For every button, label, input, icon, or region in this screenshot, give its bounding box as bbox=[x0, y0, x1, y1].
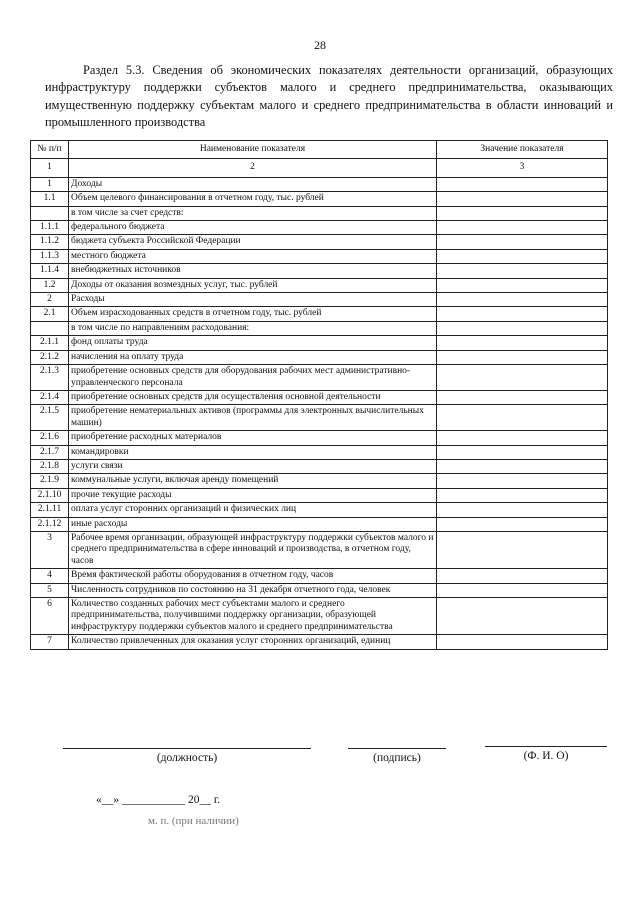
header-number: № п/п bbox=[31, 141, 69, 159]
row-number: 2.1.4 bbox=[31, 390, 69, 404]
row-value bbox=[437, 221, 608, 235]
row-number: 2.1.10 bbox=[31, 488, 69, 502]
table-row bbox=[31, 192, 608, 206]
row-name: внебюджетных источников bbox=[69, 264, 437, 278]
column-number-3: 3 bbox=[437, 159, 608, 177]
table-row bbox=[31, 235, 608, 249]
row-number: 6 bbox=[31, 598, 69, 635]
row-name: Объем целевого финансирования в отчетном году, тыс. рублей bbox=[69, 192, 437, 206]
row-number: 2.1.11 bbox=[31, 503, 69, 517]
row-number: 1.2 bbox=[31, 278, 69, 292]
position-label: (должность) bbox=[156, 752, 218, 764]
row-value bbox=[437, 264, 608, 278]
table-row bbox=[31, 307, 608, 321]
table-row bbox=[31, 474, 608, 488]
row-value bbox=[437, 177, 608, 191]
row-value bbox=[437, 635, 608, 649]
table-row bbox=[31, 321, 608, 335]
row-name: Объем израсходованных средств в отчетном году, тыс. рублей bbox=[69, 307, 437, 321]
row-value bbox=[437, 293, 608, 307]
row-number: 2.1.1 bbox=[31, 336, 69, 350]
row-number: 1 bbox=[31, 177, 69, 191]
row-value bbox=[437, 321, 608, 335]
row-number: 2.1.9 bbox=[31, 474, 69, 488]
column-number-1: 1 bbox=[31, 159, 69, 177]
table-header-row bbox=[31, 141, 608, 159]
row-value bbox=[437, 431, 608, 445]
table-row bbox=[31, 459, 608, 473]
row-value bbox=[437, 445, 608, 459]
row-name: в том числе за счет средств: bbox=[69, 206, 437, 220]
table-row bbox=[31, 221, 608, 235]
row-value bbox=[437, 517, 608, 531]
table-row bbox=[31, 635, 608, 649]
table-row bbox=[31, 293, 608, 307]
table-row bbox=[31, 517, 608, 531]
row-value bbox=[437, 192, 608, 206]
row-value bbox=[437, 598, 608, 635]
table-column-numbers-row bbox=[31, 159, 608, 177]
column-number-2: 2 bbox=[69, 159, 437, 177]
table-row bbox=[31, 431, 608, 445]
row-value bbox=[437, 459, 608, 473]
row-value bbox=[437, 531, 608, 568]
table-row bbox=[31, 503, 608, 517]
row-number: 2.1.3 bbox=[31, 365, 69, 391]
row-name: приобретение нематериальных активов (программы для электронных вычислительных машин) bbox=[69, 405, 437, 431]
row-value bbox=[437, 569, 608, 583]
table-row bbox=[31, 488, 608, 502]
table-row bbox=[31, 177, 608, 191]
row-name: услуги связи bbox=[69, 459, 437, 473]
row-value bbox=[437, 390, 608, 404]
date-line: «__» ___________ 20__ г. bbox=[96, 794, 221, 806]
table-row bbox=[31, 264, 608, 278]
row-name: местного бюджета bbox=[69, 249, 437, 263]
row-number: 2 bbox=[31, 293, 69, 307]
row-name: приобретение основных средств для оборудования рабочих мест административно-управленческого персонала bbox=[69, 365, 437, 391]
table-row bbox=[31, 278, 608, 292]
row-name: приобретение расходных материалов bbox=[69, 431, 437, 445]
row-value bbox=[437, 488, 608, 502]
row-value bbox=[437, 278, 608, 292]
table-row bbox=[31, 365, 608, 391]
row-number: 2.1.5 bbox=[31, 405, 69, 431]
row-name: в том числе по направлениям расходования: bbox=[69, 321, 437, 335]
row-value bbox=[437, 503, 608, 517]
row-value bbox=[437, 307, 608, 321]
row-name: командировки bbox=[69, 445, 437, 459]
position-line bbox=[63, 748, 311, 749]
table-row bbox=[31, 569, 608, 583]
row-name: Количество созданных рабочих мест субъектами малого и среднего предпринимательства, получившими поддержку организации, образующей инфраструктуру поддержки субъектов малого и среднего предпринимательства bbox=[69, 598, 437, 635]
row-name: Численность сотрудников по состоянию на 31 декабря отчетного года, человек bbox=[69, 583, 437, 597]
stamp-note: м. п. (при наличии) bbox=[148, 815, 239, 827]
row-value bbox=[437, 583, 608, 597]
signature-label: (подпись) bbox=[373, 752, 421, 764]
row-name: Время фактической работы оборудования в отчетном году, часов bbox=[69, 569, 437, 583]
row-number: 4 bbox=[31, 569, 69, 583]
table-row bbox=[31, 405, 608, 431]
full-name-line bbox=[485, 746, 607, 747]
row-number: 2.1.7 bbox=[31, 445, 69, 459]
table-row bbox=[31, 350, 608, 364]
table-row bbox=[31, 583, 608, 597]
table-body bbox=[31, 177, 608, 649]
row-name: прочие текущие расходы bbox=[69, 488, 437, 502]
row-name: приобретение основных средств для осуществления основной деятельности bbox=[69, 390, 437, 404]
table-row bbox=[31, 336, 608, 350]
table-row bbox=[31, 531, 608, 568]
table-row bbox=[31, 598, 608, 635]
signature-line bbox=[348, 748, 446, 749]
row-number: 1.1.4 bbox=[31, 264, 69, 278]
indicators-table bbox=[30, 140, 608, 650]
row-name: начисления на оплату труда bbox=[69, 350, 437, 364]
row-name: Количество привлеченных для оказания услуг сторонних организаций, единиц bbox=[69, 635, 437, 649]
table-row bbox=[31, 390, 608, 404]
row-name: Доходы bbox=[69, 177, 437, 191]
row-value bbox=[437, 405, 608, 431]
row-name: иные расходы bbox=[69, 517, 437, 531]
row-name: фонд оплаты труда bbox=[69, 336, 437, 350]
row-value bbox=[437, 336, 608, 350]
table-row bbox=[31, 206, 608, 220]
row-number: 1.1 bbox=[31, 192, 69, 206]
row-number: 1.1.3 bbox=[31, 249, 69, 263]
row-value bbox=[437, 249, 608, 263]
full-name-label: (Ф. И. О) bbox=[523, 750, 569, 762]
row-number bbox=[31, 206, 69, 220]
table-row bbox=[31, 249, 608, 263]
row-number: 2.1.12 bbox=[31, 517, 69, 531]
row-name: федерального бюджета bbox=[69, 221, 437, 235]
page-number: 28 bbox=[314, 38, 326, 52]
row-name: Доходы от оказания возмездных услуг, тыс. рублей bbox=[69, 278, 437, 292]
row-number: 1.1.1 bbox=[31, 221, 69, 235]
section-title: Раздел 5.3. Сведения об экономических показателях деятельности организаций, образующих инфраструктуру поддержки субъектов малого и среднего предпринимательства, оказывающих имущественную поддержку субъектам малого и среднего предпринимательства в области инноваций и промышленного производства bbox=[45, 63, 613, 130]
row-number bbox=[31, 321, 69, 335]
row-number: 3 bbox=[31, 531, 69, 568]
row-name: коммунальные услуги, включая аренду помещений bbox=[69, 474, 437, 488]
row-name: Рабочее время организации, образующей инфраструктуру поддержки субъектов малого и среднего предпринимательства в сфере инноваций и производства, в отчетном году, часов bbox=[69, 531, 437, 568]
row-value bbox=[437, 474, 608, 488]
row-number: 7 bbox=[31, 635, 69, 649]
row-name: оплата услуг сторонних организаций и физических лиц bbox=[69, 503, 437, 517]
row-number: 5 bbox=[31, 583, 69, 597]
row-name: бюджета субъекта Российской Федерации bbox=[69, 235, 437, 249]
row-number: 1.1.2 bbox=[31, 235, 69, 249]
row-name: Расходы bbox=[69, 293, 437, 307]
row-number: 2.1.2 bbox=[31, 350, 69, 364]
row-value bbox=[437, 235, 608, 249]
row-value bbox=[437, 365, 608, 391]
row-number: 2.1.8 bbox=[31, 459, 69, 473]
header-name: Наименование показателя bbox=[69, 141, 437, 159]
table-row bbox=[31, 445, 608, 459]
header-value: Значение показателя bbox=[437, 141, 608, 159]
row-value bbox=[437, 206, 608, 220]
row-number: 2.1 bbox=[31, 307, 69, 321]
row-value bbox=[437, 350, 608, 364]
row-number: 2.1.6 bbox=[31, 431, 69, 445]
